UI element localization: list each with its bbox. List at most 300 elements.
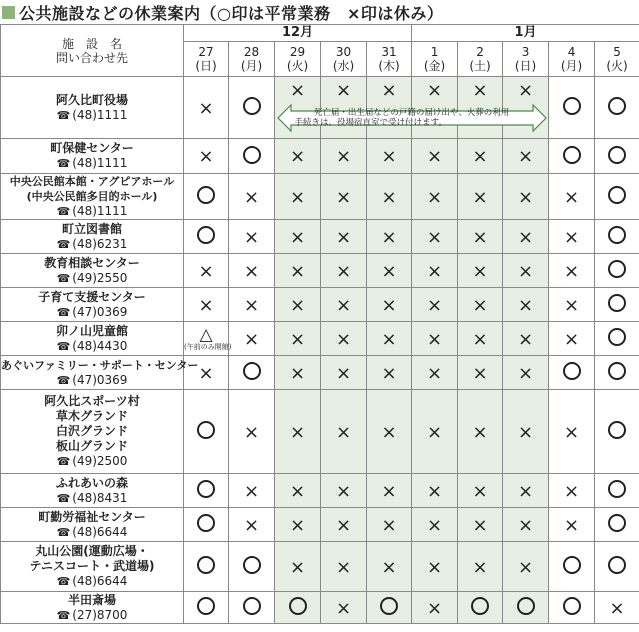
closed-mark: × bbox=[427, 226, 443, 248]
status-cell bbox=[275, 390, 321, 474]
phone-icon: ☎ bbox=[56, 339, 71, 353]
table-row bbox=[1, 174, 639, 220]
status-cell bbox=[595, 139, 639, 174]
facility-header bbox=[1, 25, 184, 77]
phone-icon: ☎ bbox=[56, 157, 71, 170]
closed-mark: × bbox=[243, 514, 260, 536]
phone-icon: ☎ bbox=[56, 271, 71, 285]
phone-icon: ☎ bbox=[56, 525, 71, 539]
closed-mark: × bbox=[518, 362, 534, 384]
closed-mark: × bbox=[381, 146, 397, 167]
day-header bbox=[321, 42, 367, 77]
closed-mark: × bbox=[335, 226, 352, 248]
facility-cell bbox=[1, 474, 184, 508]
closed-mark: × bbox=[289, 260, 306, 282]
day-header bbox=[458, 42, 503, 77]
closed-mark: × bbox=[427, 362, 443, 384]
open-mark bbox=[608, 186, 626, 204]
closed-mark: × bbox=[427, 186, 443, 208]
status-cell bbox=[503, 390, 549, 474]
status-cell bbox=[275, 254, 321, 288]
open-mark bbox=[608, 226, 626, 244]
status-cell bbox=[458, 390, 503, 474]
status-cell bbox=[503, 254, 549, 288]
phone-number: (27)8700 bbox=[72, 607, 128, 622]
status-cell bbox=[412, 592, 458, 624]
day-header bbox=[595, 42, 639, 77]
status-cell bbox=[412, 390, 458, 474]
facility-cell bbox=[1, 592, 184, 624]
closed-mark: × bbox=[518, 421, 534, 443]
status-cell bbox=[458, 322, 503, 356]
status-cell bbox=[229, 322, 275, 356]
status-cell bbox=[275, 174, 321, 220]
status-cell bbox=[367, 288, 412, 322]
closed-mark: × bbox=[289, 328, 306, 350]
open-mark bbox=[243, 97, 261, 115]
closed-mark: × bbox=[472, 480, 488, 502]
facility-name: 白沢グランド bbox=[55, 424, 128, 438]
phone-icon: ☎ bbox=[56, 108, 71, 122]
day-of-week: (日) bbox=[514, 59, 537, 73]
status-cell bbox=[412, 220, 458, 254]
day-number: 4 bbox=[567, 45, 576, 59]
status-cell bbox=[549, 254, 595, 288]
closed-mark: × bbox=[289, 480, 306, 502]
closed-mark: × bbox=[335, 186, 352, 208]
phone-number: (49)2550 bbox=[72, 270, 128, 285]
status-cell bbox=[412, 254, 458, 288]
status-cell bbox=[549, 174, 595, 220]
open-mark bbox=[197, 421, 215, 439]
closed-mark: × bbox=[289, 79, 306, 101]
status-cell bbox=[229, 592, 275, 624]
day-of-week: (火) bbox=[286, 59, 309, 73]
closed-mark: × bbox=[472, 514, 488, 536]
status-cell bbox=[595, 542, 639, 592]
status-cell bbox=[321, 390, 367, 474]
status-cell bbox=[229, 542, 275, 592]
status-cell bbox=[503, 356, 549, 390]
facility-name: 町勤労福祉センター bbox=[38, 509, 146, 524]
month-header-dec: 12月 bbox=[184, 25, 412, 42]
status-cell bbox=[321, 174, 367, 220]
facility-phone bbox=[1, 373, 183, 388]
facility-name: あぐいファミリー・サポート・センター bbox=[1, 358, 199, 372]
closed-mark: × bbox=[198, 362, 214, 384]
phone-icon: ☎ bbox=[56, 608, 71, 622]
day-number: 29 bbox=[289, 45, 306, 59]
table-row bbox=[1, 220, 639, 254]
status-cell bbox=[367, 322, 412, 356]
facility-phone bbox=[1, 339, 183, 354]
table-row bbox=[1, 474, 639, 508]
facility-phone bbox=[1, 574, 183, 589]
phone-icon: ☎ bbox=[56, 205, 71, 218]
closed-mark: × bbox=[381, 514, 397, 536]
closed-mark: × bbox=[335, 514, 352, 536]
status-cell bbox=[275, 474, 321, 508]
status-cell bbox=[412, 508, 458, 542]
open-mark bbox=[608, 260, 626, 278]
status-cell bbox=[229, 220, 275, 254]
status-cell bbox=[367, 592, 412, 624]
facility-cell bbox=[1, 254, 184, 288]
open-mark bbox=[608, 328, 626, 346]
facility-cell bbox=[1, 139, 184, 174]
closed-mark: × bbox=[427, 260, 443, 282]
contact-header-label: 問い合わせ先 bbox=[55, 50, 128, 65]
phone-number: (48)6644 bbox=[72, 574, 128, 588]
status-cell bbox=[595, 356, 639, 390]
table-row bbox=[1, 356, 639, 390]
open-mark bbox=[608, 514, 626, 532]
facility-phone bbox=[1, 108, 183, 123]
status-cell bbox=[549, 288, 595, 322]
closed-mark: × bbox=[518, 480, 534, 502]
status-cell bbox=[549, 592, 595, 624]
closed-mark: × bbox=[564, 328, 580, 350]
status-cell bbox=[503, 288, 549, 322]
closed-mark: × bbox=[472, 260, 488, 282]
status-cell bbox=[595, 390, 639, 474]
status-cell bbox=[321, 288, 367, 322]
closed-mark: × bbox=[335, 146, 352, 167]
status-cell bbox=[229, 474, 275, 508]
day-header bbox=[503, 42, 549, 77]
status-cell bbox=[549, 77, 595, 139]
closed-mark: × bbox=[518, 328, 534, 350]
closed-mark: × bbox=[518, 514, 534, 536]
status-cell bbox=[184, 77, 229, 139]
facility-cell bbox=[1, 356, 199, 390]
day-of-week: (日) bbox=[195, 59, 217, 73]
status-cell bbox=[321, 139, 367, 174]
day-header bbox=[184, 42, 229, 77]
status-cell bbox=[229, 390, 275, 474]
status-cell bbox=[595, 174, 639, 220]
closed-mark: × bbox=[243, 328, 260, 350]
office-note bbox=[277, 103, 547, 133]
status-cell bbox=[229, 174, 275, 220]
status-cell bbox=[458, 508, 503, 542]
open-mark bbox=[380, 597, 398, 615]
status-cell bbox=[595, 254, 639, 288]
open-mark bbox=[563, 556, 581, 574]
status-cell bbox=[503, 474, 549, 508]
closed-mark: × bbox=[289, 421, 306, 443]
status-cell bbox=[367, 174, 412, 220]
closed-mark: × bbox=[335, 556, 352, 578]
closed-mark: × bbox=[427, 294, 443, 316]
open-mark bbox=[517, 597, 535, 615]
status-cell bbox=[321, 220, 367, 254]
closed-mark: × bbox=[381, 226, 397, 248]
closed-mark: × bbox=[472, 556, 488, 578]
closed-mark: × bbox=[289, 226, 306, 248]
day-number: 31 bbox=[381, 45, 397, 59]
closed-mark: × bbox=[335, 421, 352, 443]
closed-mark: × bbox=[427, 328, 443, 350]
status-cell bbox=[549, 139, 595, 174]
closed-mark: × bbox=[472, 79, 488, 101]
status-cell bbox=[229, 139, 275, 174]
status-cell bbox=[412, 174, 458, 220]
closed-mark: × bbox=[472, 421, 488, 443]
closed-mark: × bbox=[427, 79, 443, 101]
facility-cell bbox=[1, 542, 184, 592]
facility-name: (中央公民館多目的ホール) bbox=[26, 190, 158, 203]
phone-icon: ☎ bbox=[56, 305, 71, 319]
day-header bbox=[549, 42, 595, 77]
status-cell bbox=[458, 220, 503, 254]
closed-mark: × bbox=[243, 480, 260, 502]
facility-header-label: 施 設 名 bbox=[61, 36, 122, 51]
status-cell bbox=[595, 220, 639, 254]
facility-name: 丸山公園(運動広場・ bbox=[35, 544, 149, 558]
status-cell bbox=[458, 288, 503, 322]
status-cell bbox=[367, 356, 412, 390]
status-cell bbox=[184, 508, 229, 542]
closed-mark: × bbox=[381, 79, 397, 101]
facility-cell bbox=[1, 174, 184, 220]
closed-mark: × bbox=[518, 226, 534, 248]
closed-mark: × bbox=[427, 146, 443, 167]
open-mark bbox=[563, 362, 581, 380]
open-mark bbox=[608, 556, 626, 574]
status-cell bbox=[275, 288, 321, 322]
status-cell bbox=[229, 508, 275, 542]
status-cell bbox=[321, 542, 367, 592]
status-cell bbox=[595, 77, 639, 139]
closed-mark: × bbox=[564, 186, 580, 208]
closed-mark: × bbox=[335, 362, 352, 384]
facility-name: 半田斎場 bbox=[67, 592, 116, 607]
day-number: 1 bbox=[430, 45, 439, 59]
closed-mark: × bbox=[198, 146, 214, 167]
status-cell bbox=[503, 508, 549, 542]
status-cell bbox=[184, 174, 229, 220]
open-mark bbox=[197, 186, 215, 204]
facility-phone bbox=[1, 204, 183, 219]
closed-mark: × bbox=[198, 294, 214, 316]
facility-name: 教育相談センター bbox=[44, 255, 140, 270]
status-cell bbox=[229, 356, 275, 390]
phone-icon: ☎ bbox=[56, 373, 71, 387]
phone-icon: ☎ bbox=[56, 491, 71, 505]
closed-mark: × bbox=[427, 597, 443, 619]
status-cell bbox=[549, 508, 595, 542]
facility-cell bbox=[1, 220, 184, 254]
status-cell bbox=[458, 592, 503, 624]
open-mark bbox=[289, 597, 307, 615]
status-cell bbox=[367, 542, 412, 592]
closed-mark: × bbox=[427, 514, 443, 536]
closed-mark: × bbox=[472, 294, 488, 316]
closed-mark: × bbox=[472, 362, 488, 384]
status-cell bbox=[321, 322, 367, 356]
closed-mark: × bbox=[243, 186, 260, 208]
open-mark bbox=[608, 480, 626, 498]
open-mark bbox=[608, 294, 626, 312]
status-cell bbox=[503, 139, 549, 174]
status-cell bbox=[229, 77, 275, 139]
phone-icon: ☎ bbox=[56, 237, 71, 251]
day-header bbox=[275, 42, 321, 77]
facility-name: 中央公民館本館・アグピアホール bbox=[9, 175, 175, 188]
day-of-week: (火) bbox=[606, 59, 628, 73]
day-of-week: (月) bbox=[240, 59, 263, 73]
status-cell bbox=[549, 542, 595, 592]
closed-mark: × bbox=[381, 556, 397, 578]
open-mark bbox=[197, 597, 215, 615]
status-cell bbox=[275, 322, 321, 356]
table-row bbox=[1, 508, 639, 542]
status-cell bbox=[595, 322, 639, 356]
day-header bbox=[412, 42, 458, 77]
closed-mark: × bbox=[518, 260, 534, 282]
status-cell bbox=[184, 139, 229, 174]
closed-mark: × bbox=[472, 328, 488, 350]
closed-mark: × bbox=[472, 146, 488, 167]
open-mark bbox=[563, 146, 581, 164]
status-cell bbox=[503, 322, 549, 356]
closed-mark: × bbox=[289, 294, 306, 316]
table-row bbox=[1, 139, 639, 174]
facility-phone bbox=[1, 525, 183, 540]
facility-name: 阿久比町役場 bbox=[55, 92, 128, 107]
status-cell bbox=[321, 592, 367, 624]
status-cell bbox=[229, 288, 275, 322]
closed-mark: × bbox=[335, 294, 352, 316]
facility-name: 町立図書館 bbox=[61, 221, 122, 236]
closed-mark: × bbox=[289, 514, 306, 536]
status-cell bbox=[549, 356, 595, 390]
closed-mark: × bbox=[335, 260, 352, 282]
open-mark bbox=[197, 514, 215, 532]
closed-mark: × bbox=[427, 480, 443, 502]
table-row bbox=[1, 390, 639, 474]
closed-mark: × bbox=[472, 186, 488, 208]
closed-mark: × bbox=[289, 146, 306, 167]
status-cell bbox=[503, 592, 549, 624]
status-cell bbox=[367, 139, 412, 174]
phone-number: (47)0369 bbox=[72, 372, 128, 387]
closed-mark: × bbox=[609, 597, 625, 619]
day-number: 28 bbox=[243, 45, 260, 59]
closed-mark: × bbox=[243, 294, 260, 316]
status-cell bbox=[458, 356, 503, 390]
closed-mark: × bbox=[289, 362, 306, 384]
day-header bbox=[367, 42, 412, 77]
status-cell bbox=[412, 322, 458, 356]
closed-mark: × bbox=[289, 556, 306, 578]
closed-mark: × bbox=[335, 597, 352, 619]
day-header bbox=[229, 42, 275, 77]
day-number: 5 bbox=[613, 45, 621, 59]
open-mark bbox=[608, 97, 626, 115]
table-row bbox=[1, 254, 639, 288]
status-cell bbox=[184, 254, 229, 288]
facility-cell bbox=[1, 288, 184, 322]
facility-phone bbox=[1, 608, 183, 623]
status-cell bbox=[412, 542, 458, 592]
closed-mark: × bbox=[289, 186, 306, 208]
facility-phone bbox=[1, 271, 183, 286]
status-cell bbox=[184, 542, 229, 592]
closed-mark: × bbox=[518, 556, 534, 578]
status-cell bbox=[275, 356, 321, 390]
status-cell bbox=[275, 220, 321, 254]
closed-mark: × bbox=[335, 79, 352, 101]
day-of-week: (水) bbox=[332, 59, 355, 73]
open-mark bbox=[197, 480, 215, 498]
open-mark bbox=[243, 556, 261, 574]
closed-mark: × bbox=[564, 294, 580, 316]
status-cell bbox=[549, 220, 595, 254]
closed-mark: × bbox=[427, 556, 443, 578]
phone-number: (48)6231 bbox=[72, 236, 128, 251]
status-cell bbox=[458, 474, 503, 508]
open-mark bbox=[197, 226, 215, 244]
closed-mark: × bbox=[427, 421, 443, 443]
table-row bbox=[1, 592, 639, 624]
day-number: 2 bbox=[476, 45, 484, 59]
phone-number: (48)1111 bbox=[72, 204, 128, 218]
status-cell bbox=[412, 356, 458, 390]
day-number: 27 bbox=[198, 45, 214, 59]
open-mark bbox=[563, 597, 581, 615]
status-cell bbox=[184, 390, 229, 474]
facility-phone bbox=[1, 305, 183, 320]
closed-mark: × bbox=[381, 186, 397, 208]
closed-mark: × bbox=[243, 421, 260, 443]
facility-name: 子育て支援センター bbox=[38, 289, 146, 304]
closed-mark: × bbox=[518, 294, 534, 316]
status-cell bbox=[549, 474, 595, 508]
status-cell bbox=[595, 288, 639, 322]
status-cell bbox=[275, 139, 321, 174]
page-title bbox=[0, 0, 443, 24]
table-row bbox=[1, 322, 639, 356]
facility-name: 町保健センター bbox=[50, 141, 134, 155]
facility-name: 板山グランド bbox=[55, 439, 128, 453]
table-row bbox=[1, 542, 639, 592]
status-cell bbox=[412, 474, 458, 508]
note-line: 死亡届・出生届などの戸籍の届け出や、火葬の利用 bbox=[313, 107, 510, 118]
closed-mark: × bbox=[564, 260, 580, 282]
open-mark bbox=[608, 146, 626, 164]
phone-number: (49)2500 bbox=[72, 454, 128, 468]
open-mark bbox=[608, 362, 626, 380]
closed-mark: × bbox=[335, 328, 352, 350]
status-cell bbox=[458, 254, 503, 288]
open-mark bbox=[197, 556, 215, 574]
status-cell bbox=[184, 288, 229, 322]
status-cell bbox=[458, 542, 503, 592]
status-cell bbox=[321, 356, 367, 390]
status-cell bbox=[367, 390, 412, 474]
status-cell bbox=[458, 139, 503, 174]
closed-mark: × bbox=[518, 79, 534, 101]
closed-mark: × bbox=[243, 226, 260, 248]
status-cell bbox=[367, 254, 412, 288]
closed-mark: × bbox=[564, 421, 580, 443]
status-cell bbox=[549, 390, 595, 474]
open-mark bbox=[243, 362, 261, 380]
note-line: 手続きは、役場宿直室で受け付けます。 bbox=[294, 117, 447, 128]
facility-cell bbox=[1, 508, 184, 542]
